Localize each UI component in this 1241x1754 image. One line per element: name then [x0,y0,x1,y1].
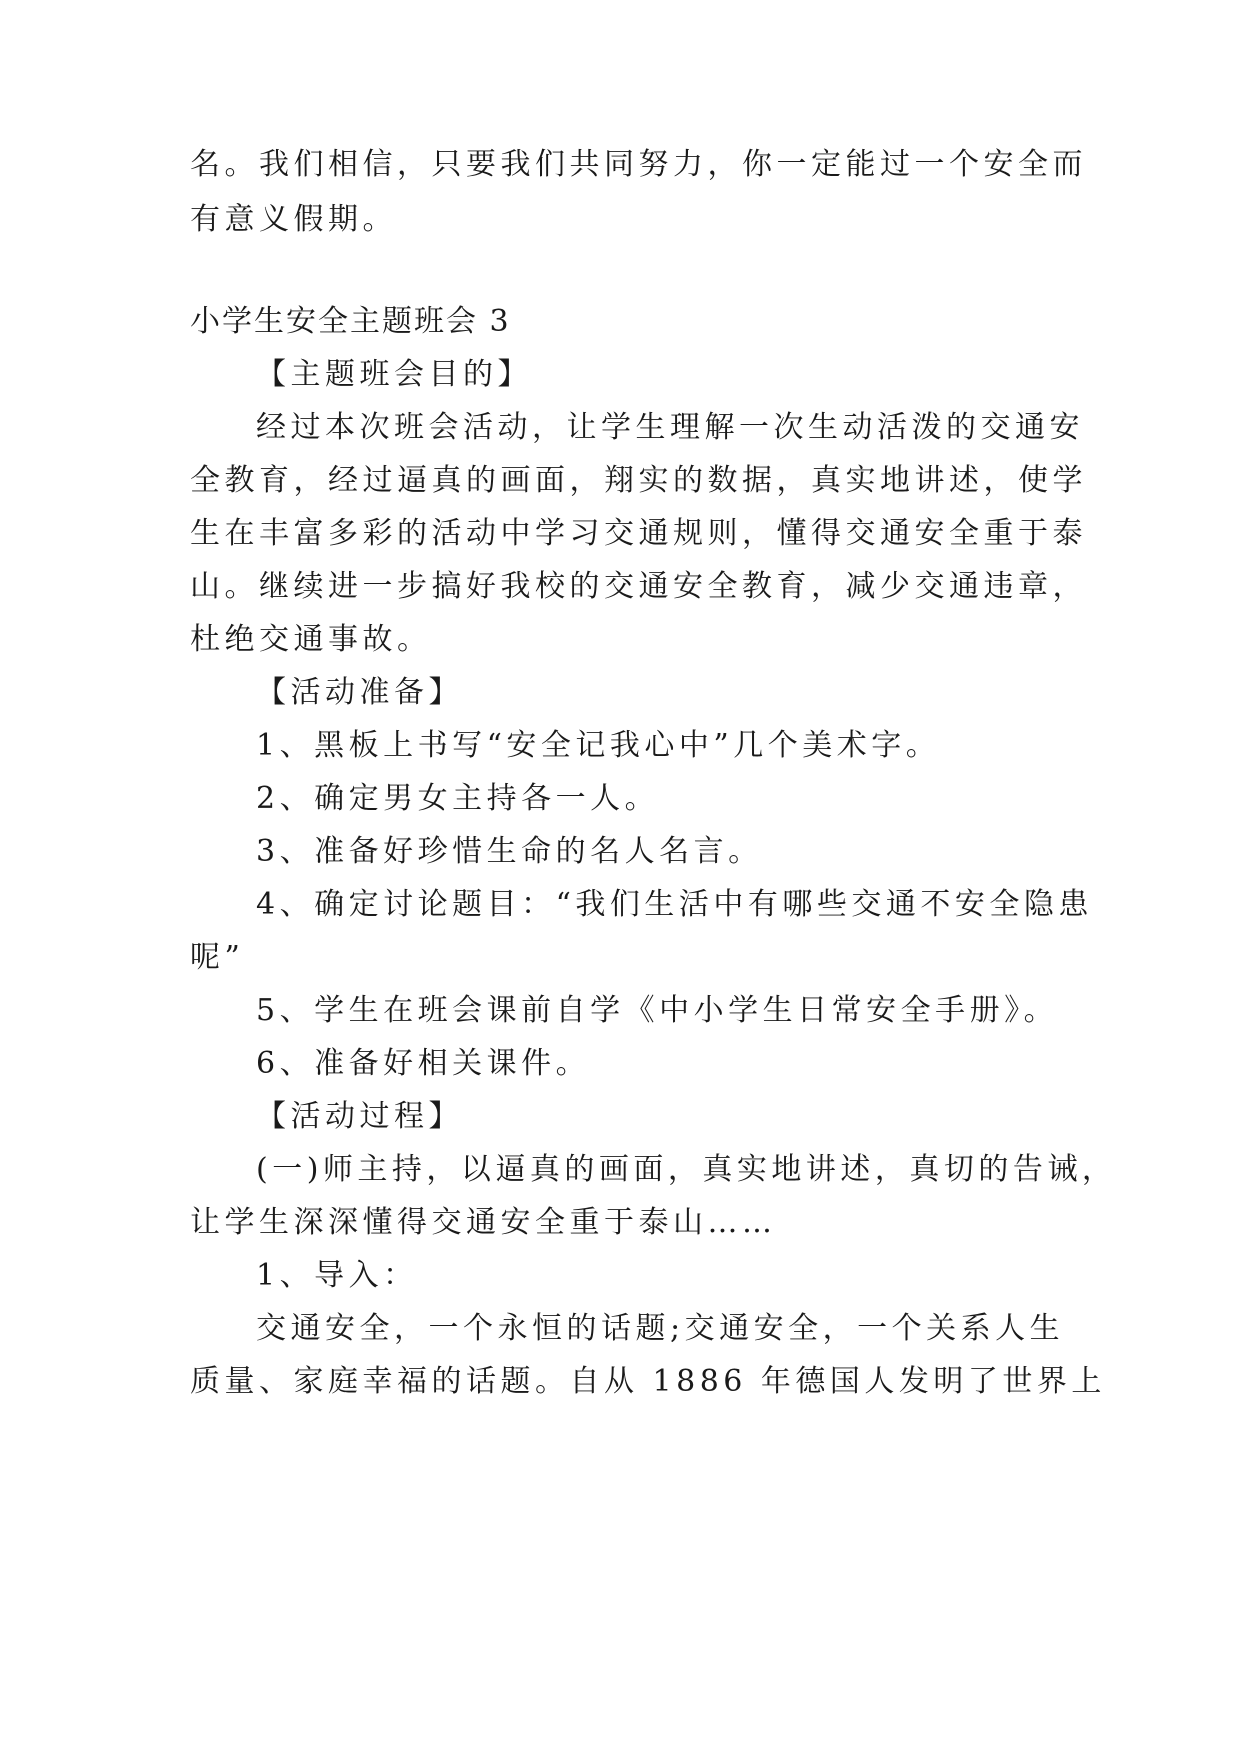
paragraph-line: 杜绝交通事故。 [190,622,432,657]
list-item: 6、准备好相关课件。 [256,1046,591,1081]
paragraph-line: 经过本次班会活动，让学生理解一次生动活泼的交通安 [256,410,1084,445]
list-item: 3、准备好珍惜生命的名人名言。 [256,834,763,869]
paragraph-line: 质量、家庭幸福的话题。自从 1886 年德国人发明了世界上 [190,1364,1106,1399]
paragraph-line: (一)师主持，以逼真的画面，真实地讲述，真切的告诫， [256,1152,1117,1187]
section-title: 小学生安全主题班会 3 [190,304,511,339]
subheading-process: 【活动过程】 [256,1099,463,1134]
paragraph-line: 交通安全，一个永恒的话题;交通安全，一个关系人生 [256,1311,1065,1346]
list-item-continuation: 呢” [190,940,245,975]
subheading-preparation: 【活动准备】 [256,675,463,710]
paragraph-line: 生在丰富多彩的活动中学习交通规则，懂得交通安全重于泰 [190,516,1087,551]
paragraph-line: 全教育，经过逼真的画面，翔实的数据，真实地讲述，使学 [190,463,1087,498]
list-item: 2、确定男女主持各一人。 [256,781,660,816]
list-item: 5、学生在班会课前自学《中小学生日常安全手册》。 [256,993,1059,1028]
list-item: 4、确定讨论题目：“我们生活中有哪些交通不安全隐患 [256,887,1093,922]
paragraph-line: 山。继续进一步搞好我校的交通安全教育，减少交通违章， [190,569,1087,604]
subheading-purpose: 【主题班会目的】 [256,357,532,392]
list-item: 1、黑板上书写“安全记我心中”几个美术字。 [256,728,941,763]
text-line: 名。我们相信，只要我们共同努力，你一定能过一个安全而 [190,147,1087,182]
text-line: 有意义假期。 [190,202,397,237]
list-item: 1、导入： [256,1258,418,1293]
paragraph-line: 让学生深深懂得交通安全重于泰山…… [190,1205,777,1240]
